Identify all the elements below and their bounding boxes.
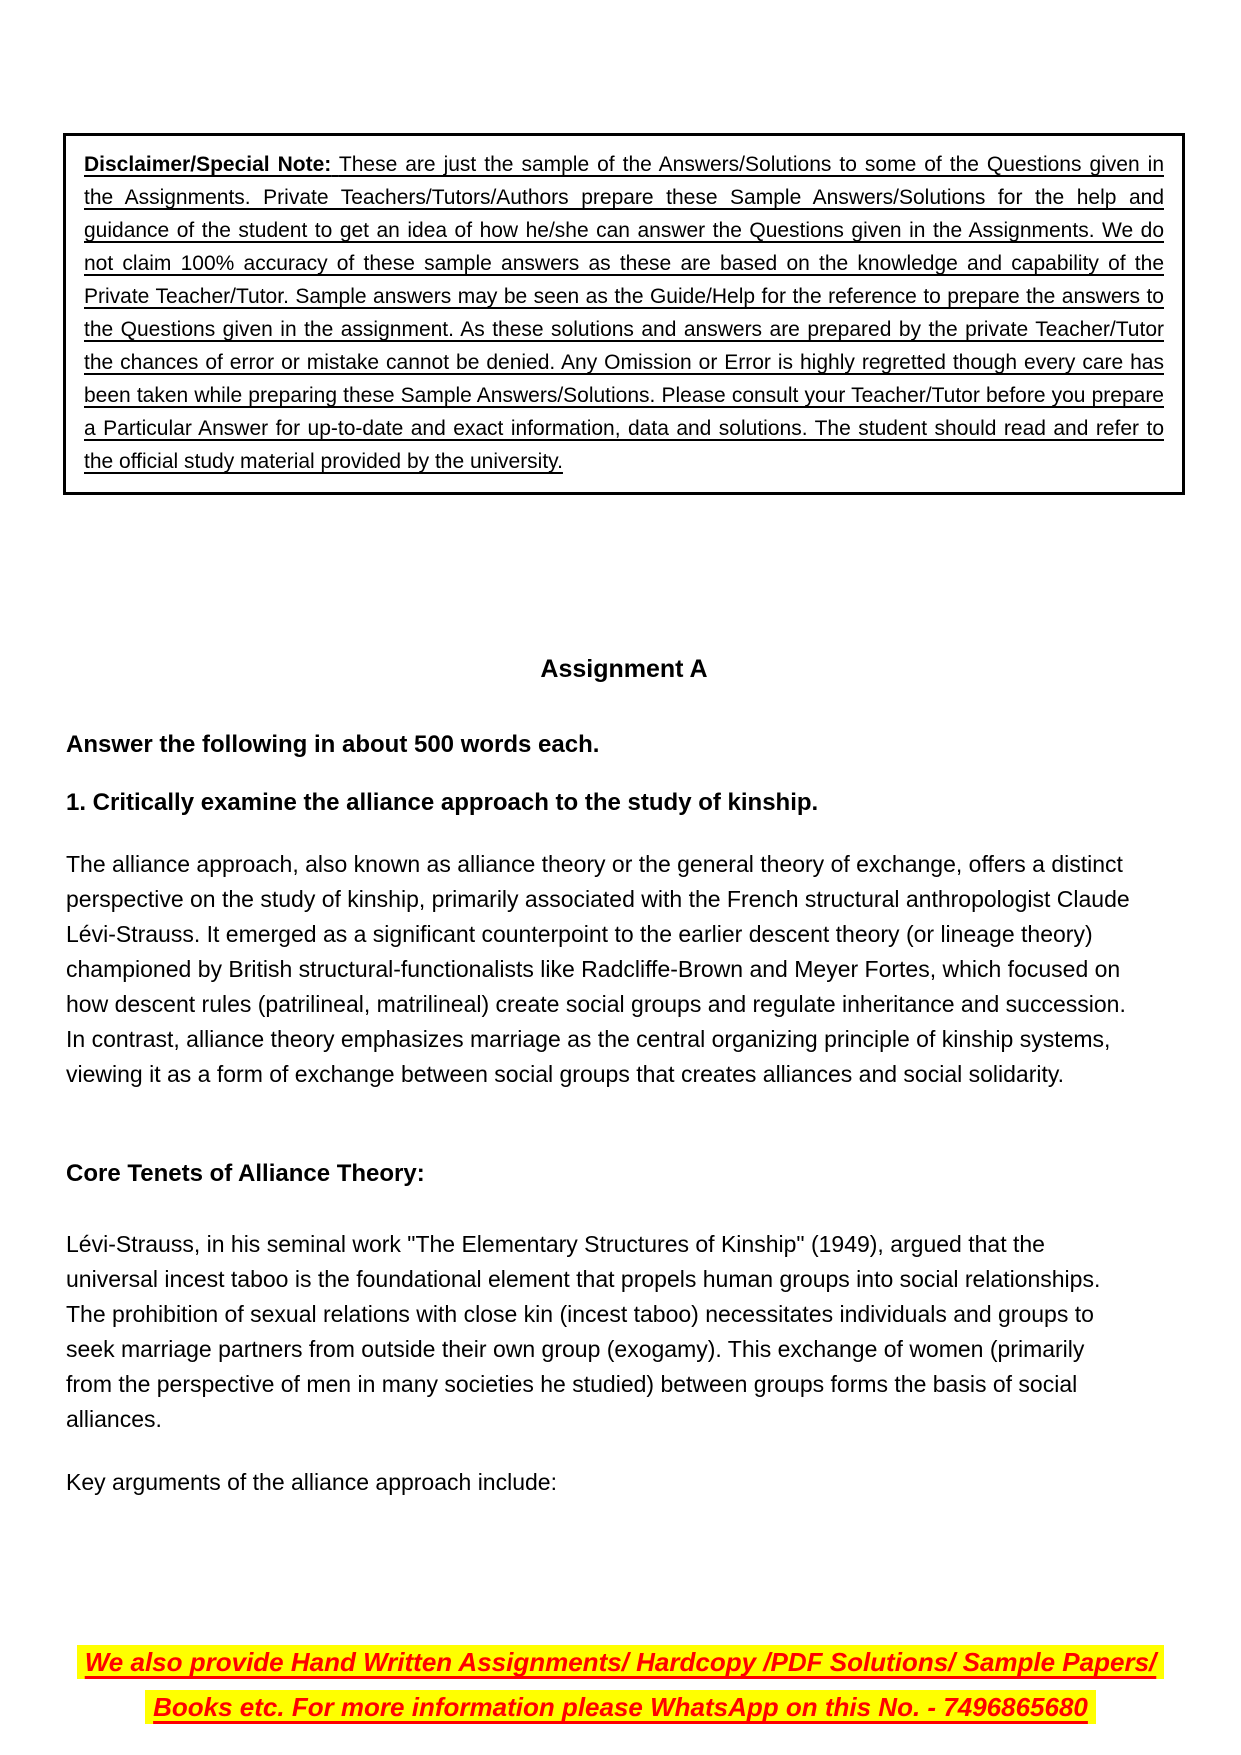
core-tenets-heading: Core Tenets of Alliance Theory: <box>66 1160 425 1187</box>
key-arguments-intro: Key arguments of the alliance approach include: <box>66 1469 557 1495</box>
answer-paragraph-2: Lévi-Strauss, in his seminal work "The Elementary Structures of Kinship" (1949), argued that the universal incest taboo is the foundational element that propels human groups into social relationships. The prohibition of sexual relations with close kin (incest taboo) necessitates individuals and groups to seek marriage partners from outside their own group (exogamy). This exchange of women (primarily from the perspective of men in many societies he studied) between groups forms the basis of social alliances. <box>66 1231 1101 1432</box>
disclaimer-label: Disclaimer/Special Note: <box>84 153 332 176</box>
footer-line-2: Books etc. For more information please WhatsApp on this No. - 7496865680 <box>145 1690 1096 1724</box>
footer-line-1: We also provide Hand Written Assignments/ Hardcopy /PDF Solutions/ Sample Papers/ <box>77 1645 1165 1679</box>
footer-banner <box>0 1640 1241 1730</box>
disclaimer-text: These are just the sample of the Answers/Solutions to some of the Questions given in the Assignments. Private Teachers/Tutors/Authors prepare these Sample Answers/Solutions for the help and guidance of the student to get an idea of how he/she can answer the Questions given in the Assignments. We do not claim 100% accuracy of these sample answers as these are based on the knowledge and capability of the Private Teacher/Tutor. Sample answers may be seen as the Guide/Help for the reference to prepare the answers to the Questions given in the assignment. As these solutions and answers are prepared by the private Teacher/Tutor the chances of error or mistake cannot be denied. Any Omission or Error is highly regretted though every care has been taken while preparing these Sample Answers/Solutions. Please consult your Teacher/Tutor before you prepare a Particular Answer for up-to-date and exact information, data and solutions. The student should read and refer to the official study material provided by the university. <box>84 153 1164 473</box>
disclaimer-box <box>63 133 1185 495</box>
question-1: 1. Critically examine the alliance approach to the study of kinship. <box>66 789 819 816</box>
instruction-line: Answer the following in about 500 words each. <box>66 731 600 758</box>
assignment-heading: Assignment A <box>540 655 708 683</box>
answer-paragraph-1: The alliance approach, also known as alliance theory or the general theory of exchange, offers a distinct perspective on the study of kinship, primarily associated with the French structural anthropologist Claude Lévi-Strauss. It emerged as a significant counterpoint to the earlier descent theory (or lineage theory) championed by British structural-functionalists like Radcliffe-Brown and Meyer Fortes, which focused on how descent rules (patrilineal, matrilineal) create social groups and regulate inheritance and succession. In contrast, alliance theory emphasizes marriage as the central organizing principle of kinship systems, viewing it as a form of exchange between social groups that creates alliances and social solidarity. <box>66 851 1130 1087</box>
